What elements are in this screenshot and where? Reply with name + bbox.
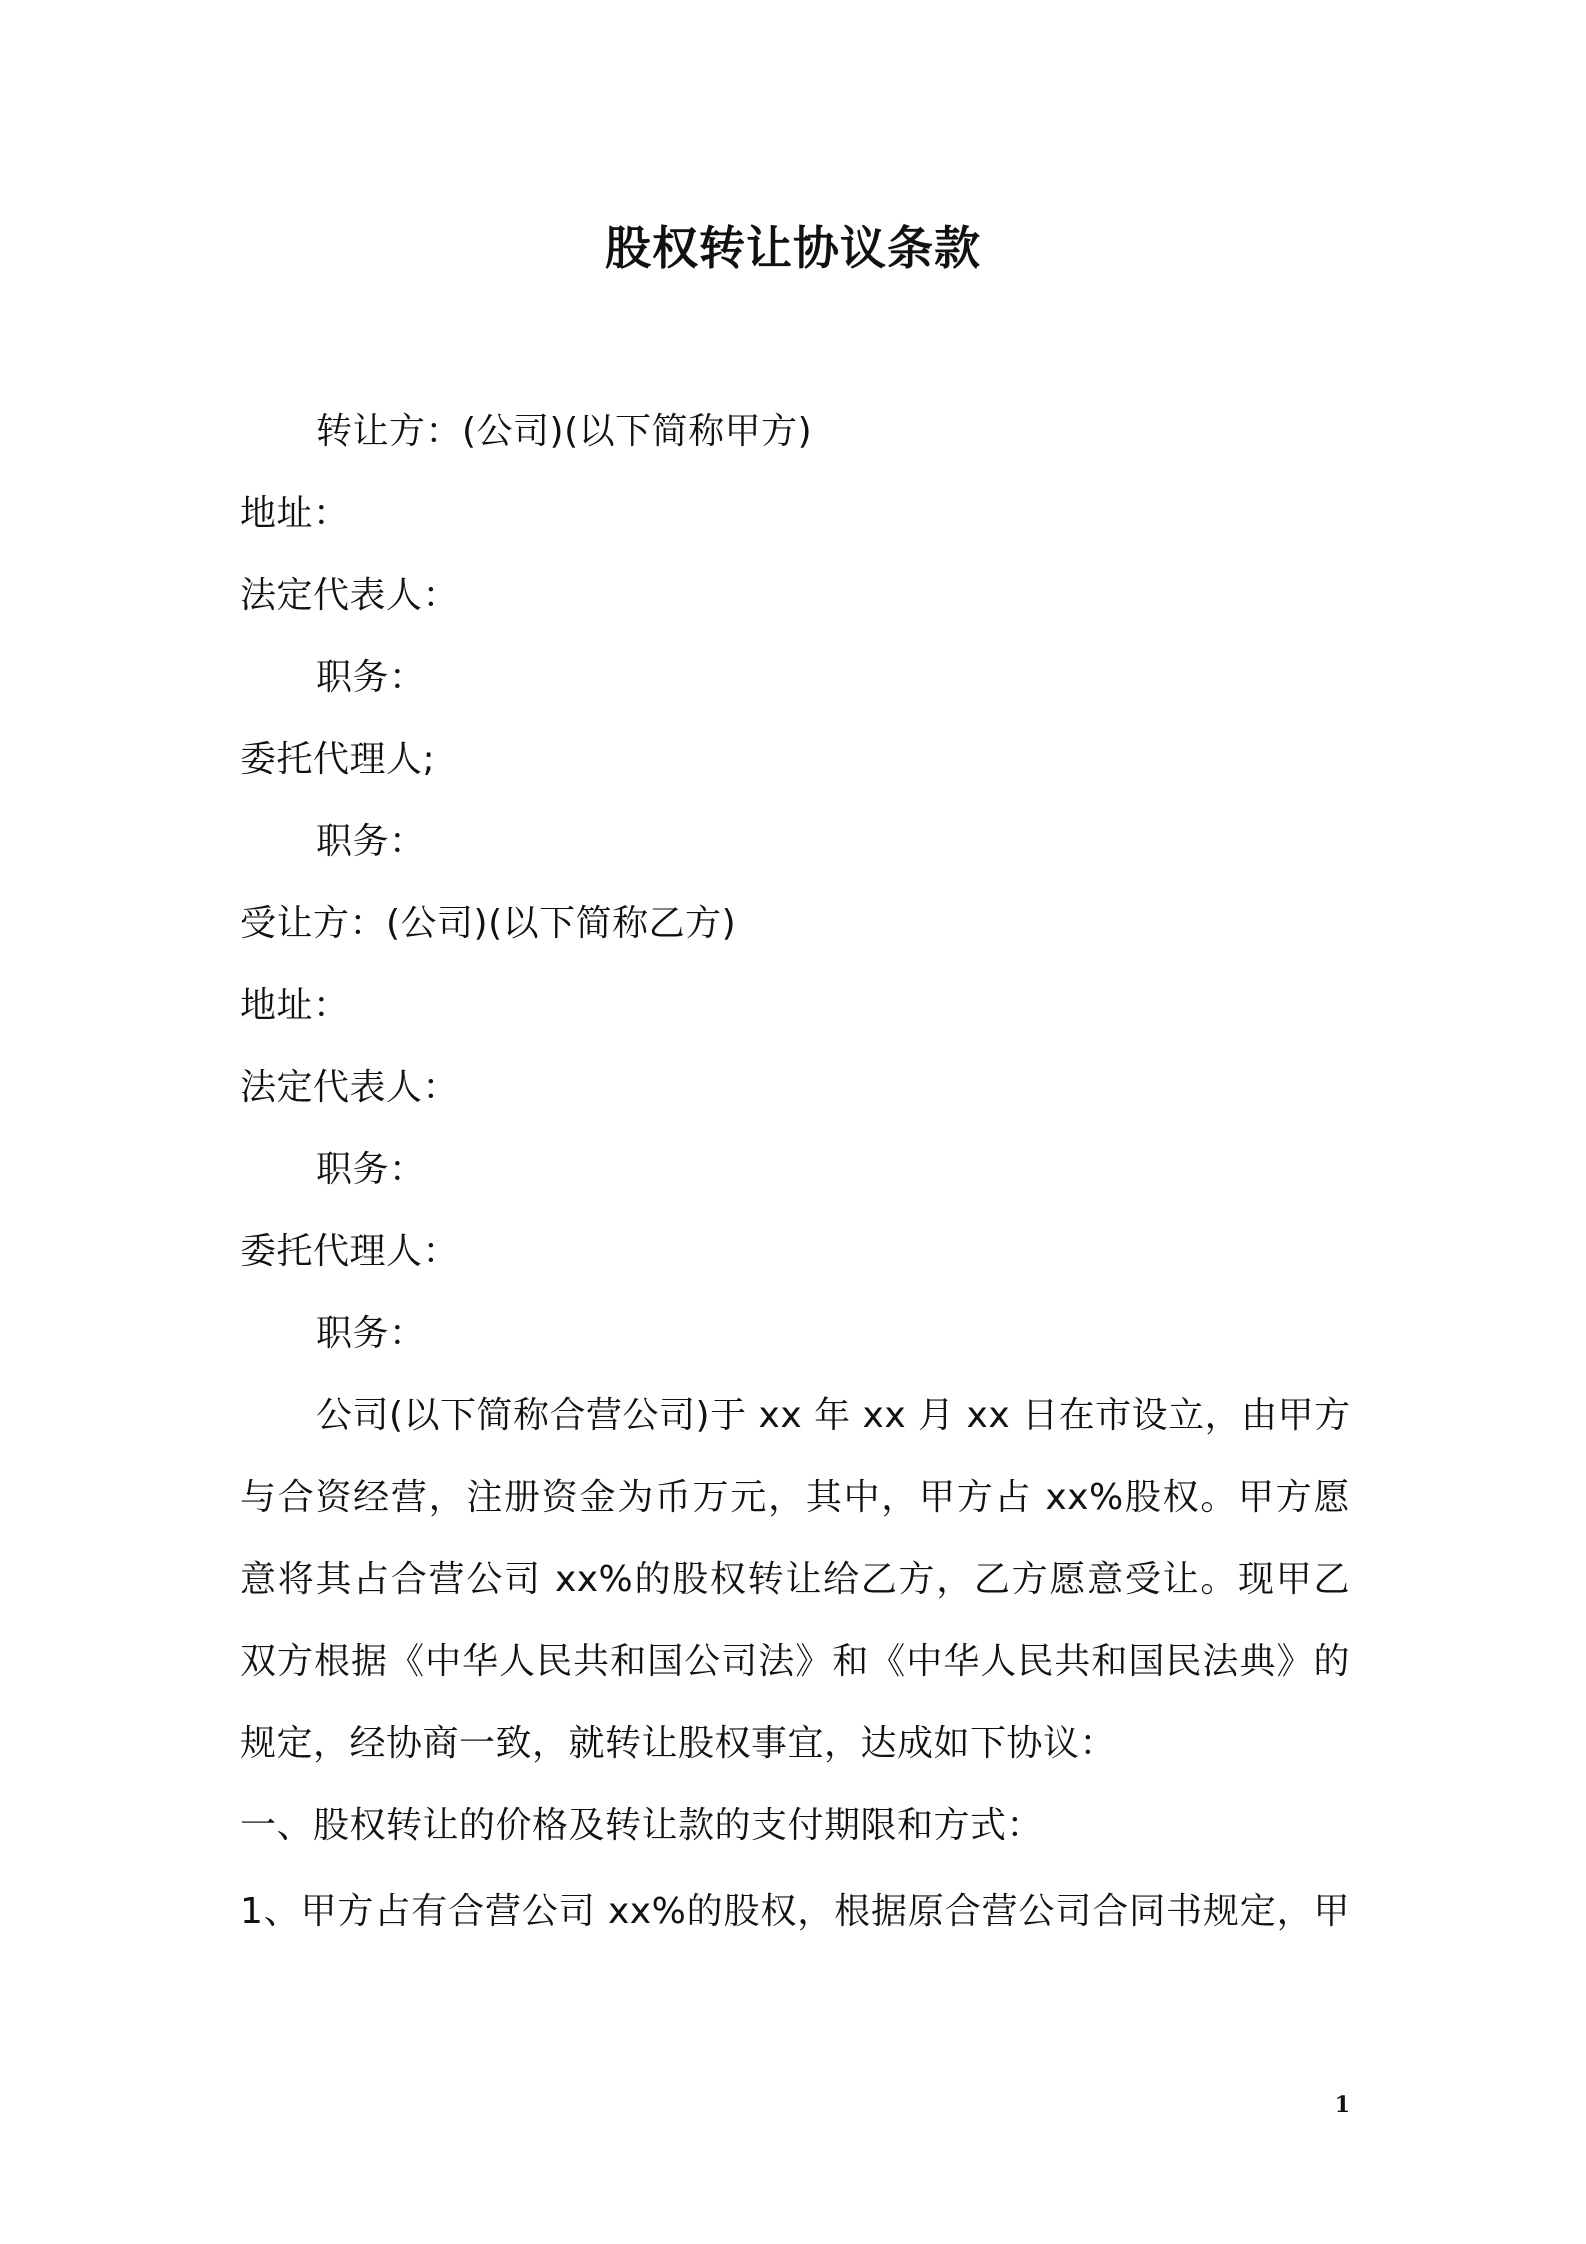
page-number: 1 [1334,2092,1350,2118]
document-title: 股权转让协议条款 [605,221,981,275]
transferee-line: 受让方：(公司)(以下简称乙方) [240,903,737,944]
party-a-agent-position: 职务： [316,821,426,862]
preamble-line: 与合资经营，注册资金为币万元，其中，甲方占 xx%股权。甲方愿 [240,1477,1350,1518]
party-b-address: 地址： [240,985,350,1026]
clause-1-line: 1、甲方占有合营公司 xx%的股权，根据原合营公司合同书规定，甲 [240,1891,1350,1932]
preamble-line: 规定，经协商一致，就转让股权事宜，达成如下协议： [240,1723,1117,1764]
party-a-agent: 委托代理人; [240,739,436,780]
party-b-agent-position: 职务： [316,1313,426,1354]
preamble-line: 意将其占合营公司 xx%的股权转让给乙方，乙方愿意受让。现甲乙 [240,1559,1350,1600]
party-b-legal-representative: 法定代表人： [240,1067,460,1108]
party-a-legal-representative: 法定代表人： [240,575,460,616]
party-b-position: 职务： [316,1149,426,1190]
party-b-agent: 委托代理人： [240,1231,460,1272]
section-1-heading: 一、股权转让的价格及转让款的支付期限和方式： [240,1805,1044,1846]
party-a-address: 地址： [240,493,350,534]
preamble-line: 双方根据《中华人民共和国公司法》和《中华人民共和国民法典》的 [240,1641,1350,1682]
preamble-line: 公司(以下简称合营公司)于 xx 年 xx 月 xx 日在市设立，由甲方 [316,1395,1351,1436]
transferor-line: 转让方：(公司)(以下简称甲方) [316,411,813,452]
party-a-position: 职务： [316,657,426,698]
